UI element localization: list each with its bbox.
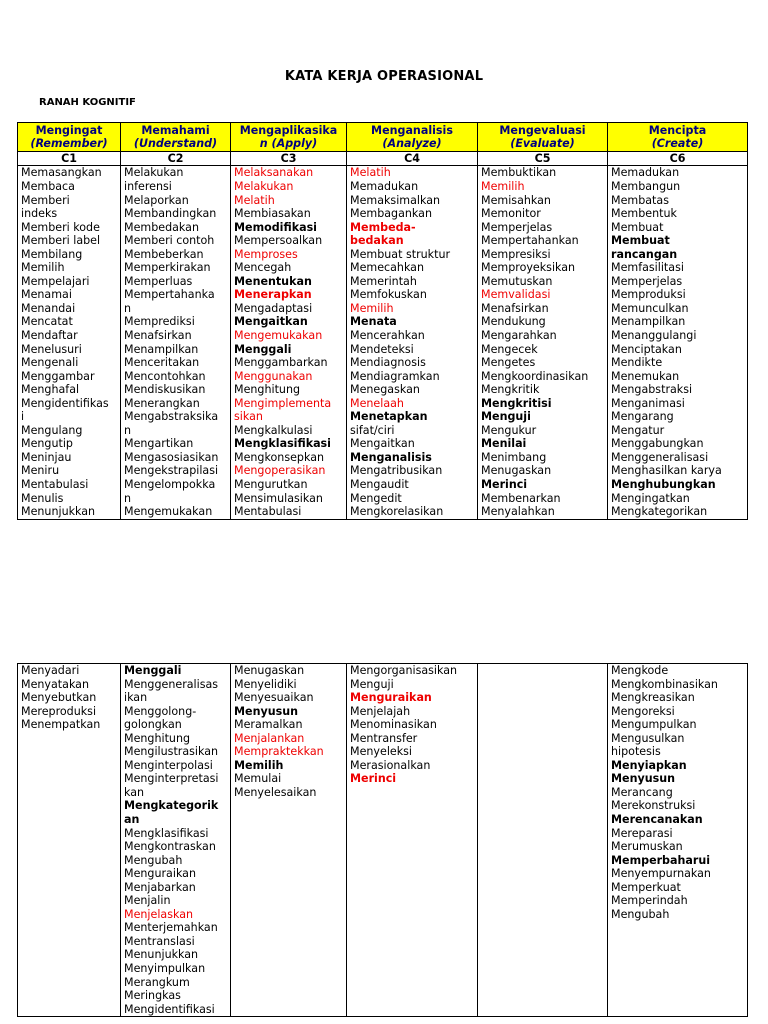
verb-item: Menentukan bbox=[234, 274, 312, 288]
verb-item: Menyelesaikan bbox=[234, 785, 317, 799]
verb-item: Menampilkan bbox=[124, 342, 199, 356]
verb-item: Menunjukkan bbox=[21, 505, 96, 519]
verb-list-c2 bbox=[121, 166, 231, 519]
verb-item: Menjelajah bbox=[350, 704, 411, 718]
verb-item: Memberi label bbox=[21, 234, 101, 248]
verb-item: Menyatakan bbox=[21, 677, 89, 691]
verb-item: Membagankan bbox=[350, 207, 432, 221]
verb-item: Mempresiksi bbox=[481, 247, 551, 261]
verb-item: Memadukan bbox=[611, 166, 680, 180]
verb-item: Memvalidasi bbox=[481, 288, 551, 302]
verb-item: Mengkode bbox=[611, 664, 669, 677]
verb-item: Memunculkan bbox=[611, 301, 689, 315]
code-c6: C6 bbox=[608, 152, 748, 166]
verb-item: Memproduksi bbox=[611, 288, 686, 302]
verb-item: Membuat bbox=[611, 220, 664, 234]
verb-item: Menata bbox=[350, 315, 397, 329]
verb-item: Menjabarkan bbox=[124, 880, 196, 894]
code-c5: C5 bbox=[478, 152, 608, 166]
verb-item: Mengarahkan bbox=[481, 328, 557, 342]
verb-item: Mendukung bbox=[481, 315, 546, 329]
code-c3: C3 bbox=[231, 152, 347, 166]
verb-item: Mengetes bbox=[481, 356, 536, 370]
verb-item: Mengubah bbox=[611, 907, 670, 921]
verb-item: Menafsirkan bbox=[481, 301, 549, 315]
verb-item: Memutuskan bbox=[481, 274, 553, 288]
header-c3: Mengaplikasika n (Apply) bbox=[231, 123, 347, 152]
page-title: KATA KERJA OPERASIONAL bbox=[284, 69, 484, 84]
verb-item: Mentranslasi bbox=[124, 934, 195, 948]
verb-item: Mempraktekkan bbox=[234, 745, 324, 759]
verb-item: Merinci bbox=[350, 772, 397, 786]
verb-item: Memperkuat bbox=[611, 880, 681, 894]
verb-item: Mendikte bbox=[611, 356, 663, 370]
verb-item: Memberi bbox=[21, 193, 70, 207]
verb-item: Meramalkan bbox=[234, 718, 303, 732]
verb-item: Membedakan bbox=[124, 220, 199, 234]
verb-item: Mengoreksi bbox=[611, 704, 675, 718]
verb-item: Memfokuskan bbox=[350, 288, 427, 302]
verb-item: Mengkontraskan bbox=[124, 840, 216, 854]
header-c1: Mengingat (Remember) bbox=[18, 123, 121, 152]
verb-item: Mengaudit bbox=[350, 477, 409, 491]
verb-item: Mengkombinasikan bbox=[611, 677, 718, 691]
verb-list-c6-continued bbox=[608, 664, 748, 1017]
code-c2: C2 bbox=[121, 152, 231, 166]
verb-item: Menerangkan bbox=[124, 396, 200, 410]
verb-item: Menimbang bbox=[481, 450, 547, 464]
verb-item: Mengoperasikan bbox=[234, 464, 326, 478]
verb-item: Mentabulasi bbox=[21, 477, 89, 491]
verb-item: Mengkritisi bbox=[481, 396, 552, 410]
verb-item: Memaksimalkan bbox=[350, 193, 441, 207]
verb-item: Menghitung bbox=[124, 731, 191, 745]
verb-item: Mengemukakan bbox=[124, 505, 213, 519]
verb-item: Menemukan bbox=[611, 369, 680, 383]
verb-item: Menjalankan bbox=[234, 731, 305, 745]
verb-table-part-1 bbox=[17, 122, 748, 520]
verb-item: Menyiapkan bbox=[611, 758, 687, 772]
verb-item: Membangun bbox=[611, 179, 681, 193]
verb-item: Menggali bbox=[124, 664, 182, 677]
verb-item: Menyalahkan bbox=[481, 505, 555, 519]
verb-item: Membilang bbox=[21, 247, 83, 261]
verb-item: Menguraikan bbox=[124, 867, 197, 881]
verb-item: Memulai bbox=[234, 772, 282, 786]
verb-item: Memperjelas bbox=[481, 220, 553, 234]
verb-item: Menggunakan bbox=[234, 369, 313, 383]
verb-item: Meringkas bbox=[124, 989, 181, 1003]
verb-item: Mengurutkan bbox=[234, 477, 308, 491]
verb-item: Mengutip bbox=[21, 437, 73, 451]
verb-item: Menciptakan bbox=[611, 342, 682, 356]
verb-item: hipotesis bbox=[611, 745, 661, 759]
verb-item: Mengorganisasikan bbox=[350, 664, 458, 677]
verb-list-c3 bbox=[231, 166, 347, 519]
verb-item: Menerapkan bbox=[234, 288, 312, 302]
verb-item: Mengkategorik bbox=[124, 799, 219, 813]
verb-item: Merangkum bbox=[124, 975, 190, 989]
verb-item: Menafsirkan bbox=[124, 328, 192, 342]
header-c4: Menganalisis (Analyze) bbox=[347, 123, 478, 152]
verb-item: Menjelaskan bbox=[124, 907, 194, 921]
verb-item: sifat/ciri bbox=[350, 423, 395, 437]
verb-item: Mentransfer bbox=[350, 731, 418, 745]
verb-item: Mengekstrapilasi bbox=[124, 464, 219, 478]
verb-item: Mengkritik bbox=[481, 383, 540, 397]
verb-item: Memproses bbox=[234, 247, 298, 261]
verb-item: Memilih bbox=[350, 301, 394, 315]
level-code-row bbox=[18, 152, 748, 166]
verb-item: Menganalisis bbox=[350, 450, 432, 464]
verb-item: Menanggulangi bbox=[611, 328, 697, 342]
verb-item: Mengidentifikasi bbox=[124, 1002, 215, 1016]
verb-item: Merasionalkan bbox=[350, 758, 431, 772]
verb-item: Menjalin bbox=[124, 894, 171, 908]
verb-item: Merumuskan bbox=[611, 840, 683, 854]
verb-item: Mengatribusikan bbox=[350, 464, 443, 478]
verb-item: Menyusun bbox=[611, 772, 675, 786]
verb-item: Memilih bbox=[481, 179, 525, 193]
verb-item: Mempertahankan bbox=[481, 234, 579, 248]
verb-item: Mengkategorikan bbox=[611, 505, 708, 519]
verb-item: Menetapkan bbox=[350, 410, 428, 424]
verb-item: Mengulang bbox=[21, 423, 83, 437]
verb-item: Membeberkan bbox=[124, 247, 204, 261]
verb-item: Membandingkan bbox=[124, 207, 217, 221]
header-c2: Memahami (Understand) bbox=[121, 123, 231, 152]
verb-item: Memperindah bbox=[611, 894, 688, 908]
verb-item: Menandai bbox=[21, 301, 76, 315]
verb-item: Mendiskusikan bbox=[124, 383, 206, 397]
verb-item: Melaporkan bbox=[124, 193, 189, 207]
verb-item: Menominasikan bbox=[350, 718, 437, 732]
verb-item: Melaksanakan bbox=[234, 166, 314, 180]
verb-item: Memperjelas bbox=[611, 274, 683, 288]
verb-list-row bbox=[18, 166, 748, 519]
code-c4: C4 bbox=[347, 152, 478, 166]
verb-item: Membiasakan bbox=[234, 207, 311, 221]
verb-item: Mengkoordinasikan bbox=[481, 369, 589, 383]
verb-item: Mendiagramkan bbox=[350, 369, 440, 383]
verb-item: Memasangkan bbox=[21, 166, 102, 180]
verb-list-c1-continued bbox=[18, 664, 121, 1017]
verb-item: Mengartikan bbox=[124, 437, 194, 451]
verb-item: Merencanakan bbox=[611, 813, 703, 827]
verb-item: Mengkorelasikan bbox=[350, 505, 444, 519]
verb-item: Menilai bbox=[481, 437, 527, 451]
verb-item: Membuat struktur bbox=[350, 247, 451, 261]
verb-item: kan bbox=[124, 785, 145, 799]
verb-item: Menelaah bbox=[350, 396, 404, 410]
verb-item: Menulis bbox=[21, 491, 64, 505]
verb-item: Memberi kode bbox=[21, 220, 100, 234]
verb-item: Menugaskan bbox=[481, 464, 552, 478]
verb-item: Merekonstruksi bbox=[611, 799, 696, 813]
verb-item: Mensimulasikan bbox=[234, 491, 323, 505]
verb-item: Mengenali bbox=[21, 356, 79, 370]
verb-item: Mendeteksi bbox=[350, 342, 414, 356]
verb-item: bedakan bbox=[350, 234, 404, 248]
verb-item: sikan bbox=[234, 410, 263, 424]
verb-item: Mencegah bbox=[234, 261, 292, 275]
verb-item: Menyeleksi bbox=[350, 745, 413, 759]
verb-item: Menyusun bbox=[234, 704, 298, 718]
verb-item: Menelusuri bbox=[21, 342, 82, 356]
verb-item: Menginterpolasi bbox=[124, 758, 213, 772]
verb-item: Membenarkan bbox=[481, 491, 561, 505]
verb-item: Menguraikan bbox=[350, 691, 432, 705]
verb-item: Mencatat bbox=[21, 315, 73, 329]
verb-item: Mengasosiasikan bbox=[124, 450, 219, 464]
verb-item: Menghasilkan karya bbox=[611, 464, 722, 478]
verb-item: Mengecek bbox=[481, 342, 538, 356]
verb-item: Menggabungkan bbox=[611, 437, 704, 451]
verb-item: Mereparasi bbox=[611, 826, 673, 840]
verb-item: Memadukan bbox=[350, 179, 419, 193]
verb-item: Menyebutkan bbox=[21, 691, 97, 705]
verb-item: Memberi contoh bbox=[124, 234, 215, 248]
verb-item: Memproyeksikan bbox=[481, 261, 576, 275]
verb-item: Mengklasifikasi bbox=[234, 437, 331, 451]
verb-item: Mengubah bbox=[124, 853, 183, 867]
verb-item: Membuktikan bbox=[481, 166, 557, 180]
verb-item: Mereproduksi bbox=[21, 704, 97, 718]
verb-item: Mempelajari bbox=[21, 274, 90, 288]
verb-item: Mencerahkan bbox=[350, 328, 425, 342]
verb-item: Mengabstraksika bbox=[124, 410, 219, 424]
header-c5: Mengevaluasi (Evaluate) bbox=[478, 123, 608, 152]
verb-item: Meniru bbox=[21, 464, 60, 478]
verb-item: Memperluas bbox=[124, 274, 193, 288]
verb-item: Memecahkan bbox=[350, 261, 425, 275]
verb-item: Mengaitkan bbox=[350, 437, 415, 451]
verb-list-c3-continued bbox=[231, 664, 347, 1017]
verb-item: Menegaskan bbox=[350, 383, 420, 397]
verb-item: Menyelidiki bbox=[234, 677, 297, 691]
verb-item: Memerintah bbox=[350, 274, 417, 288]
verb-item: Menggambar bbox=[21, 369, 95, 383]
verb-item: Memilih bbox=[234, 758, 284, 772]
verb-item: Membatas bbox=[611, 193, 669, 207]
verb-item: Mengklasifikasi bbox=[124, 826, 209, 840]
verb-item: Mempertahanka bbox=[124, 288, 215, 302]
verb-table-part-2 bbox=[17, 663, 748, 1017]
verb-item: Melakukan bbox=[234, 179, 294, 193]
verb-item: Menggambarkan bbox=[234, 356, 328, 370]
category-header-row bbox=[18, 123, 748, 152]
verb-item: Membentuk bbox=[611, 207, 677, 221]
verb-list-c4-continued bbox=[347, 664, 478, 1017]
verb-item: n bbox=[124, 491, 132, 505]
verb-item: Melatih bbox=[350, 166, 391, 180]
verb-item: Memonitor bbox=[481, 207, 541, 221]
verb-item: Membuat bbox=[611, 234, 670, 248]
section-subtitle: RANAH KOGNITIF bbox=[39, 97, 136, 108]
verb-item: Mengkreasikan bbox=[611, 691, 695, 705]
verb-item: Merancang bbox=[611, 785, 673, 799]
verb-item: inferensi bbox=[124, 179, 172, 193]
verb-item: Mengusulkan bbox=[611, 731, 685, 745]
verb-list-c2-continued bbox=[121, 664, 231, 1017]
verb-item: Mengkalkulasi bbox=[234, 423, 313, 437]
verb-item: Mencontohkan bbox=[124, 369, 206, 383]
verb-item: Menguji bbox=[350, 677, 394, 691]
verb-item: Merinci bbox=[481, 477, 528, 491]
verb-item: Mengidentifikas bbox=[21, 396, 109, 410]
verb-item: Menugaskan bbox=[234, 664, 305, 677]
verb-item: Menggolong- bbox=[124, 704, 197, 718]
verb-item: Menempatkan bbox=[21, 718, 101, 732]
verb-item: Membaca bbox=[21, 179, 75, 193]
verb-item: Memprediksi bbox=[124, 315, 195, 329]
verb-item: Mempersoalkan bbox=[234, 234, 323, 248]
verb-item: i bbox=[21, 410, 25, 424]
verb-item: rancangan bbox=[611, 247, 678, 261]
verb-item: Mengemukakan bbox=[234, 328, 323, 342]
verb-item: Memisahkan bbox=[481, 193, 551, 207]
verb-item: Menghubungkan bbox=[611, 477, 716, 491]
verb-item: Mendiagnosis bbox=[350, 356, 426, 370]
verb-item: Melakukan bbox=[124, 166, 184, 180]
verb-item: Mengumpulkan bbox=[611, 718, 697, 732]
verb-item: Mendaftar bbox=[21, 328, 78, 342]
verb-item: Menterjemahkan bbox=[124, 921, 218, 935]
verb-item: Mengatur bbox=[611, 423, 665, 437]
verb-item: Menggeneralisasi bbox=[611, 450, 709, 464]
verb-item: Menginterpretasi bbox=[124, 772, 219, 786]
header-c6: Mencipta (Create) bbox=[608, 123, 748, 152]
verb-item: Mengaitkan bbox=[234, 315, 308, 329]
verb-item: Memperkirakan bbox=[124, 261, 211, 275]
verb-item: Mengabstraksi bbox=[611, 383, 693, 397]
verb-item: Menyempurnakan bbox=[611, 867, 711, 881]
verb-list-c1 bbox=[18, 166, 121, 519]
verb-item: Menunjukkan bbox=[124, 948, 199, 962]
verb-item: indeks bbox=[21, 207, 58, 221]
verb-item: Menampilkan bbox=[611, 315, 686, 329]
verb-item: Melatih bbox=[234, 193, 275, 207]
verb-item: Menyimpulkan bbox=[124, 962, 206, 976]
verb-item: Menamai bbox=[21, 288, 72, 302]
verb-item: Memilih bbox=[21, 261, 65, 275]
verb-item: Menyadari bbox=[21, 664, 80, 677]
verb-item: Memfasilitasi bbox=[611, 261, 684, 275]
verb-item: Mengkonsepkan bbox=[234, 450, 325, 464]
verb-item: Membeda- bbox=[350, 220, 416, 234]
verb-item: Mengelompokka bbox=[124, 477, 216, 491]
verb-list-c6 bbox=[608, 166, 748, 519]
verb-item: Meninjau bbox=[21, 450, 72, 464]
verb-item: Menceritakan bbox=[124, 356, 200, 370]
verb-item: golongkan bbox=[124, 718, 182, 732]
verb-item: Mengadaptasi bbox=[234, 301, 313, 315]
verb-item: n bbox=[124, 423, 132, 437]
verb-item: Menguji bbox=[481, 410, 531, 424]
code-c1: C1 bbox=[18, 152, 121, 166]
verb-item: Menghitung bbox=[234, 383, 301, 397]
verb-list-row-continued bbox=[18, 664, 748, 1017]
verb-item: Menganimasi bbox=[611, 396, 685, 410]
verb-item: ikan bbox=[124, 691, 148, 705]
verb-item: Menggeneralisas bbox=[124, 677, 219, 691]
verb-list-c5 bbox=[478, 166, 608, 519]
verb-item: Menyesuaikan bbox=[234, 691, 314, 705]
verb-item: Menghafal bbox=[21, 383, 80, 397]
verb-item: Mengilustrasikan bbox=[124, 745, 219, 759]
verb-item: Menggali bbox=[234, 342, 292, 356]
verb-list-c5-continued bbox=[478, 664, 608, 1017]
verb-item: Memodifikasi bbox=[234, 220, 317, 234]
verb-item: n bbox=[124, 301, 132, 315]
verb-list-c4 bbox=[347, 166, 478, 519]
verb-item: an bbox=[124, 813, 140, 827]
verb-item: Mengarang bbox=[611, 410, 674, 424]
verb-item: Mentabulasi bbox=[234, 505, 302, 519]
verb-item: Mengimplementa bbox=[234, 396, 332, 410]
verb-item: Memperbaharui bbox=[611, 853, 711, 867]
verb-item: Mengingatkan bbox=[611, 491, 690, 505]
verb-item: Mengedit bbox=[350, 491, 402, 505]
verb-item: Mengukur bbox=[481, 423, 537, 437]
